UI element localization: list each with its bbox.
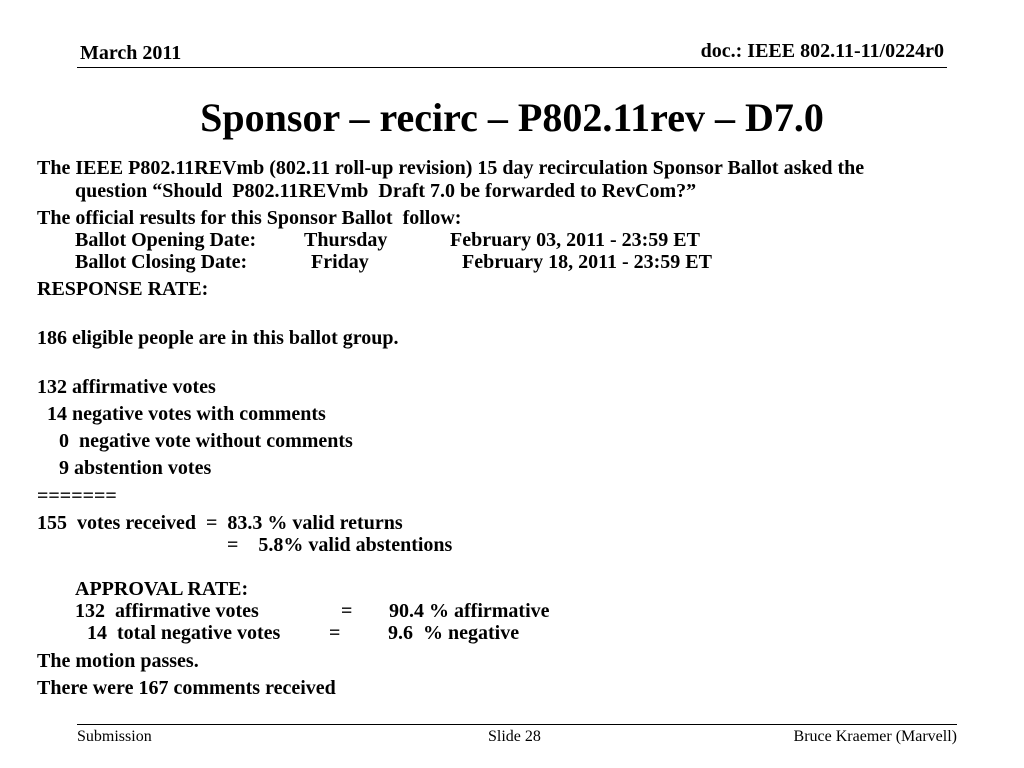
response-rate-heading: RESPONSE RATE: bbox=[37, 278, 209, 300]
footer-author: Bruce Kraemer (Marvell) bbox=[793, 728, 957, 745]
ballot-closing-date: February 18, 2011 - 23:59 ET bbox=[462, 251, 712, 273]
para1-line2: question “Should P802.11REVmb Draft 7.0 be forwarded to RevCom?” bbox=[75, 180, 697, 202]
para1-line1: The IEEE P802.11REVmb (802.11 roll-up revision) 15 day recirculation Sponsor Ballot asked the bbox=[37, 157, 865, 179]
valid-abstentions: = 5.8% valid abstentions bbox=[227, 534, 453, 556]
negative-with-comments: 14 negative votes with comments bbox=[47, 403, 326, 425]
ballot-closing-label: Ballot Closing Date: bbox=[75, 251, 248, 273]
eligible-count: 186 eligible people are in this ballot group. bbox=[37, 327, 399, 349]
approval-negative-label: 14 total negative votes bbox=[87, 622, 281, 644]
approval-affirmative-value: 90.4 % affirmative bbox=[389, 600, 550, 622]
header-doc-id: doc.: IEEE 802.11-11/0224r0 bbox=[700, 40, 944, 62]
header-date: March 2011 bbox=[80, 42, 182, 64]
negative-without-comments: 0 negative vote without comments bbox=[59, 430, 353, 452]
footer-rule bbox=[77, 724, 957, 725]
approval-negative-value: 9.6 % negative bbox=[388, 622, 520, 644]
footer-submission: Submission bbox=[77, 728, 152, 745]
ballot-closing-day: Friday bbox=[311, 251, 369, 273]
votes-received: 155 votes received = 83.3 % valid returns bbox=[37, 512, 403, 534]
motion-passes: The motion passes. bbox=[37, 650, 199, 672]
header-rule bbox=[77, 67, 947, 68]
approval-affirmative-label: 132 affirmative votes bbox=[75, 600, 259, 622]
separator: ======= bbox=[37, 485, 117, 507]
approval-negative-eq: = bbox=[329, 622, 341, 644]
official-results: The official results for this Sponsor Ballot follow: bbox=[37, 207, 462, 229]
ballot-opening-label: Ballot Opening Date: bbox=[75, 229, 257, 251]
slide-title: Sponsor – recirc – P802.11rev – D7.0 bbox=[200, 95, 824, 140]
approval-affirmative-eq: = bbox=[341, 600, 353, 622]
approval-rate-heading: APPROVAL RATE: bbox=[75, 578, 249, 600]
ballot-opening-day: Thursday bbox=[304, 229, 388, 251]
comments-received: There were 167 comments received bbox=[37, 677, 336, 699]
abstention-votes: 9 abstention votes bbox=[59, 457, 212, 479]
affirmative-votes: 132 affirmative votes bbox=[37, 376, 216, 398]
ballot-opening-date: February 03, 2011 - 23:59 ET bbox=[450, 229, 700, 251]
footer-slide-number: Slide 28 bbox=[488, 728, 541, 745]
